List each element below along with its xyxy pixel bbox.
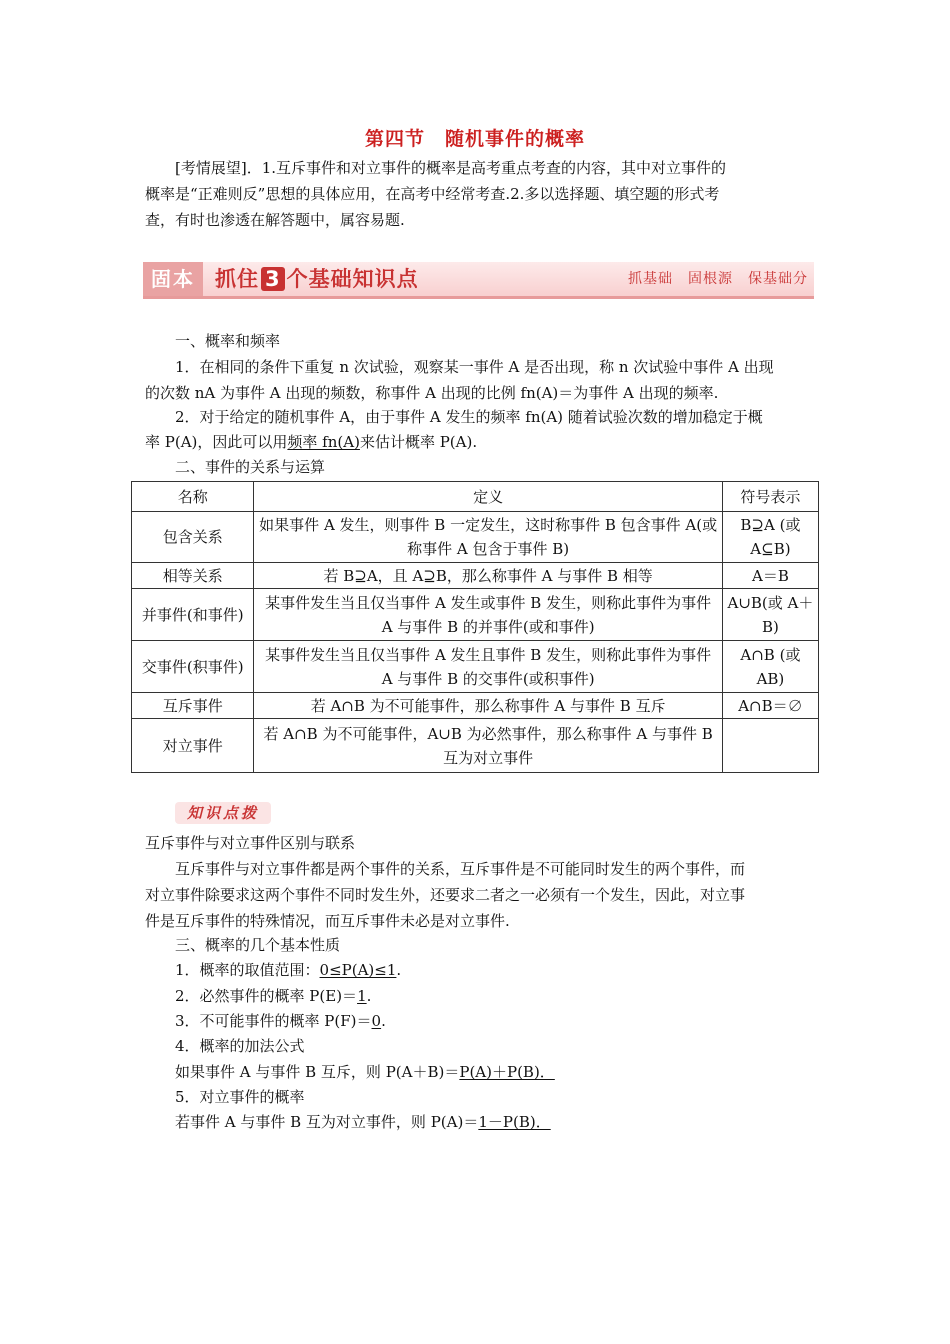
section3-item-4-formula [175, 1060, 845, 1084]
table-cell-definition: 若 A∩B 为不可能事件，A∪B 为必然事件，那么称事件 A 与事件 B 互为对立事件 [254, 719, 722, 773]
section3-item-3-text: 3．不可能事件的概率 P(F)＝ [175, 1012, 372, 1030]
section3-item-5-formula [175, 1110, 845, 1134]
intro-paragraph [145, 155, 810, 233]
section3-item-5: 5．对立事件的概率 [175, 1088, 305, 1106]
table-cell-name: 对立事件 [132, 719, 254, 773]
section3-item-5-formula-answer: 1－P(B)． [478, 1113, 551, 1131]
section1-p2-line2 [145, 430, 815, 454]
section3-item-2-end: . [366, 987, 372, 1005]
section3-item-1-answer: 0≤P(A)≤1 [319, 961, 397, 979]
banner-heading-post: 个基础知识点 [286, 267, 419, 291]
knowledge-tag: 知识点拨 [175, 802, 271, 824]
section1-heading: 一、概率和频率 [175, 332, 281, 350]
intro-line-1: [考情展望]．1.互斥事件和对立事件的概率是高考重点考查的内容，其中对立事件的 [175, 159, 727, 177]
table-row [132, 589, 819, 641]
section3-item-3-end: . [381, 1012, 386, 1030]
table-cell-definition: 某事件发生当且仅当事件 A 发生且事件 B 发生，则称此事件为事件 A 与事件 B 的交事件(或积事件) [254, 641, 722, 693]
table-header-cell: 定义 [254, 482, 722, 512]
table-row [132, 641, 819, 693]
section3-item-3-answer: 0 [371, 1012, 382, 1030]
table-header-cell: 名称 [132, 482, 254, 512]
table-row [132, 693, 819, 719]
table-cell-name: 相等关系 [132, 563, 254, 589]
knowledge-line-3: 件是互斥事件的特殊情况，而互斥事件未必是对立事件. [145, 912, 510, 930]
knowledge-line-2: 对立事件除要求这两个事件不同时发生外，还要求二者之一必须有一个发生，因此，对立事 [145, 886, 746, 904]
table-cell-symbol: A∩B＝∅ [722, 693, 818, 719]
section3-item-4: 4．概率的加法公式 [175, 1037, 305, 1055]
section3-item-1 [175, 958, 845, 982]
banner-heading-pre: 抓住 [215, 267, 259, 291]
table-cell-definition: 若 B⊇A，且 A⊇B，那么称事件 A 与事件 B 相等 [254, 563, 722, 589]
section3-item-2-text: 2．必然事件的概率 P(E)＝ [175, 987, 358, 1005]
table-cell-symbol: A∩B (或 AB) [722, 641, 818, 693]
table-cell-symbol: A＝B [722, 563, 818, 589]
section1-p1-line1: 1．在相同的条件下重复 n 次试验，观察某一事件 A 是否出现，称 n 次试验中事件 A 出现 [175, 358, 774, 376]
table-cell-name: 互斥事件 [132, 693, 254, 719]
table-cell-name: 交事件(积事件) [132, 641, 254, 693]
relations-table [131, 481, 819, 773]
knowledge-line-1: 互斥事件与对立事件都是两个事件的关系，互斥事件是不可能同时发生的两个事件，而 [175, 860, 746, 878]
banner-heading-number: 3 [261, 267, 285, 291]
banner-tag: 固本 [143, 262, 203, 296]
section1-p1-line2: 的次数 nA 为事件 A 出现的频数，称事件 A 出现的比例 fn(A)＝为事件 A 出现的频率. [145, 384, 719, 402]
table-header-cell: 符号表示 [722, 482, 818, 512]
table-cell-name: 包含关系 [132, 512, 254, 563]
table-cell-symbol: B⊇A (或 A⊆B) [722, 512, 818, 563]
section3-item-4-formula-text: 如果事件 A 与事件 B 互斥，则 P(A＋B)＝ [175, 1063, 460, 1081]
page-title: 第四节 随机事件的概率 [364, 128, 585, 150]
section1-p2-line1: 2．对于给定的随机事件 A，由于事件 A 发生的频率 fn(A) 随着试验次数的增加稳定于概 [175, 408, 763, 426]
table-cell-symbol [722, 719, 818, 773]
section1-p2-text-a: 率 P(A)，因此可以用 [145, 433, 288, 451]
section3-heading: 三、概率的几个基本性质 [175, 936, 341, 954]
table-row [132, 719, 819, 773]
section3-item-1-text: 1．概率的取值范围： [175, 961, 320, 979]
table-cell-definition: 若 A∩B 为不可能事件，那么称事件 A 与事件 B 互斥 [254, 693, 722, 719]
section2-heading: 二、事件的关系与运算 [175, 458, 326, 476]
section3-item-5-formula-text: 若事件 A 与事件 B 互为对立事件，则 P(A)＝ [175, 1113, 479, 1131]
section3-item-1-end: . [396, 961, 402, 979]
intro-line-3: 查，有时也渗透在解答题中，属容易题. [145, 211, 405, 229]
table-cell-definition: 如果事件 A 发生，则事件 B 一定发生，这时称事件 B 包含事件 A(或称事件 A 包含于事件 B) [254, 512, 722, 563]
banner-slogan: 抓基础 固根源 保基础分 [628, 271, 808, 287]
table-cell-name: 并事件(和事件) [132, 589, 254, 641]
section3-item-2-answer: 1 [357, 987, 367, 1005]
knowledge-heading: 互斥事件与对立事件区别与联系 [145, 834, 356, 852]
table-row [132, 512, 819, 563]
table-cell-definition: 某事件发生当且仅当事件 A 发生或事件 B 发生，则称此事件为事件 A 与事件 B 的并事件(或和事件) [254, 589, 722, 641]
table-header-row [132, 482, 819, 512]
banner-heading [215, 262, 419, 296]
section3-item-4-formula-answer: P(A)＋P(B)． [459, 1063, 555, 1081]
section3-item-2 [175, 984, 845, 1008]
section-banner [143, 262, 814, 299]
table-row [132, 563, 819, 589]
section1-p2-text-b: 来估计概率 P(A). [359, 433, 478, 451]
section1-p2-answer: 频率 fn(A) [287, 433, 360, 451]
table-cell-symbol: A∪B(或 A＋B) [722, 589, 818, 641]
intro-line-2: 概率是“正难则反”思想的具体应用，在高考中经常考查.2.多以选择题、填空题的形式考 [145, 185, 720, 203]
section3-item-3 [175, 1009, 845, 1033]
